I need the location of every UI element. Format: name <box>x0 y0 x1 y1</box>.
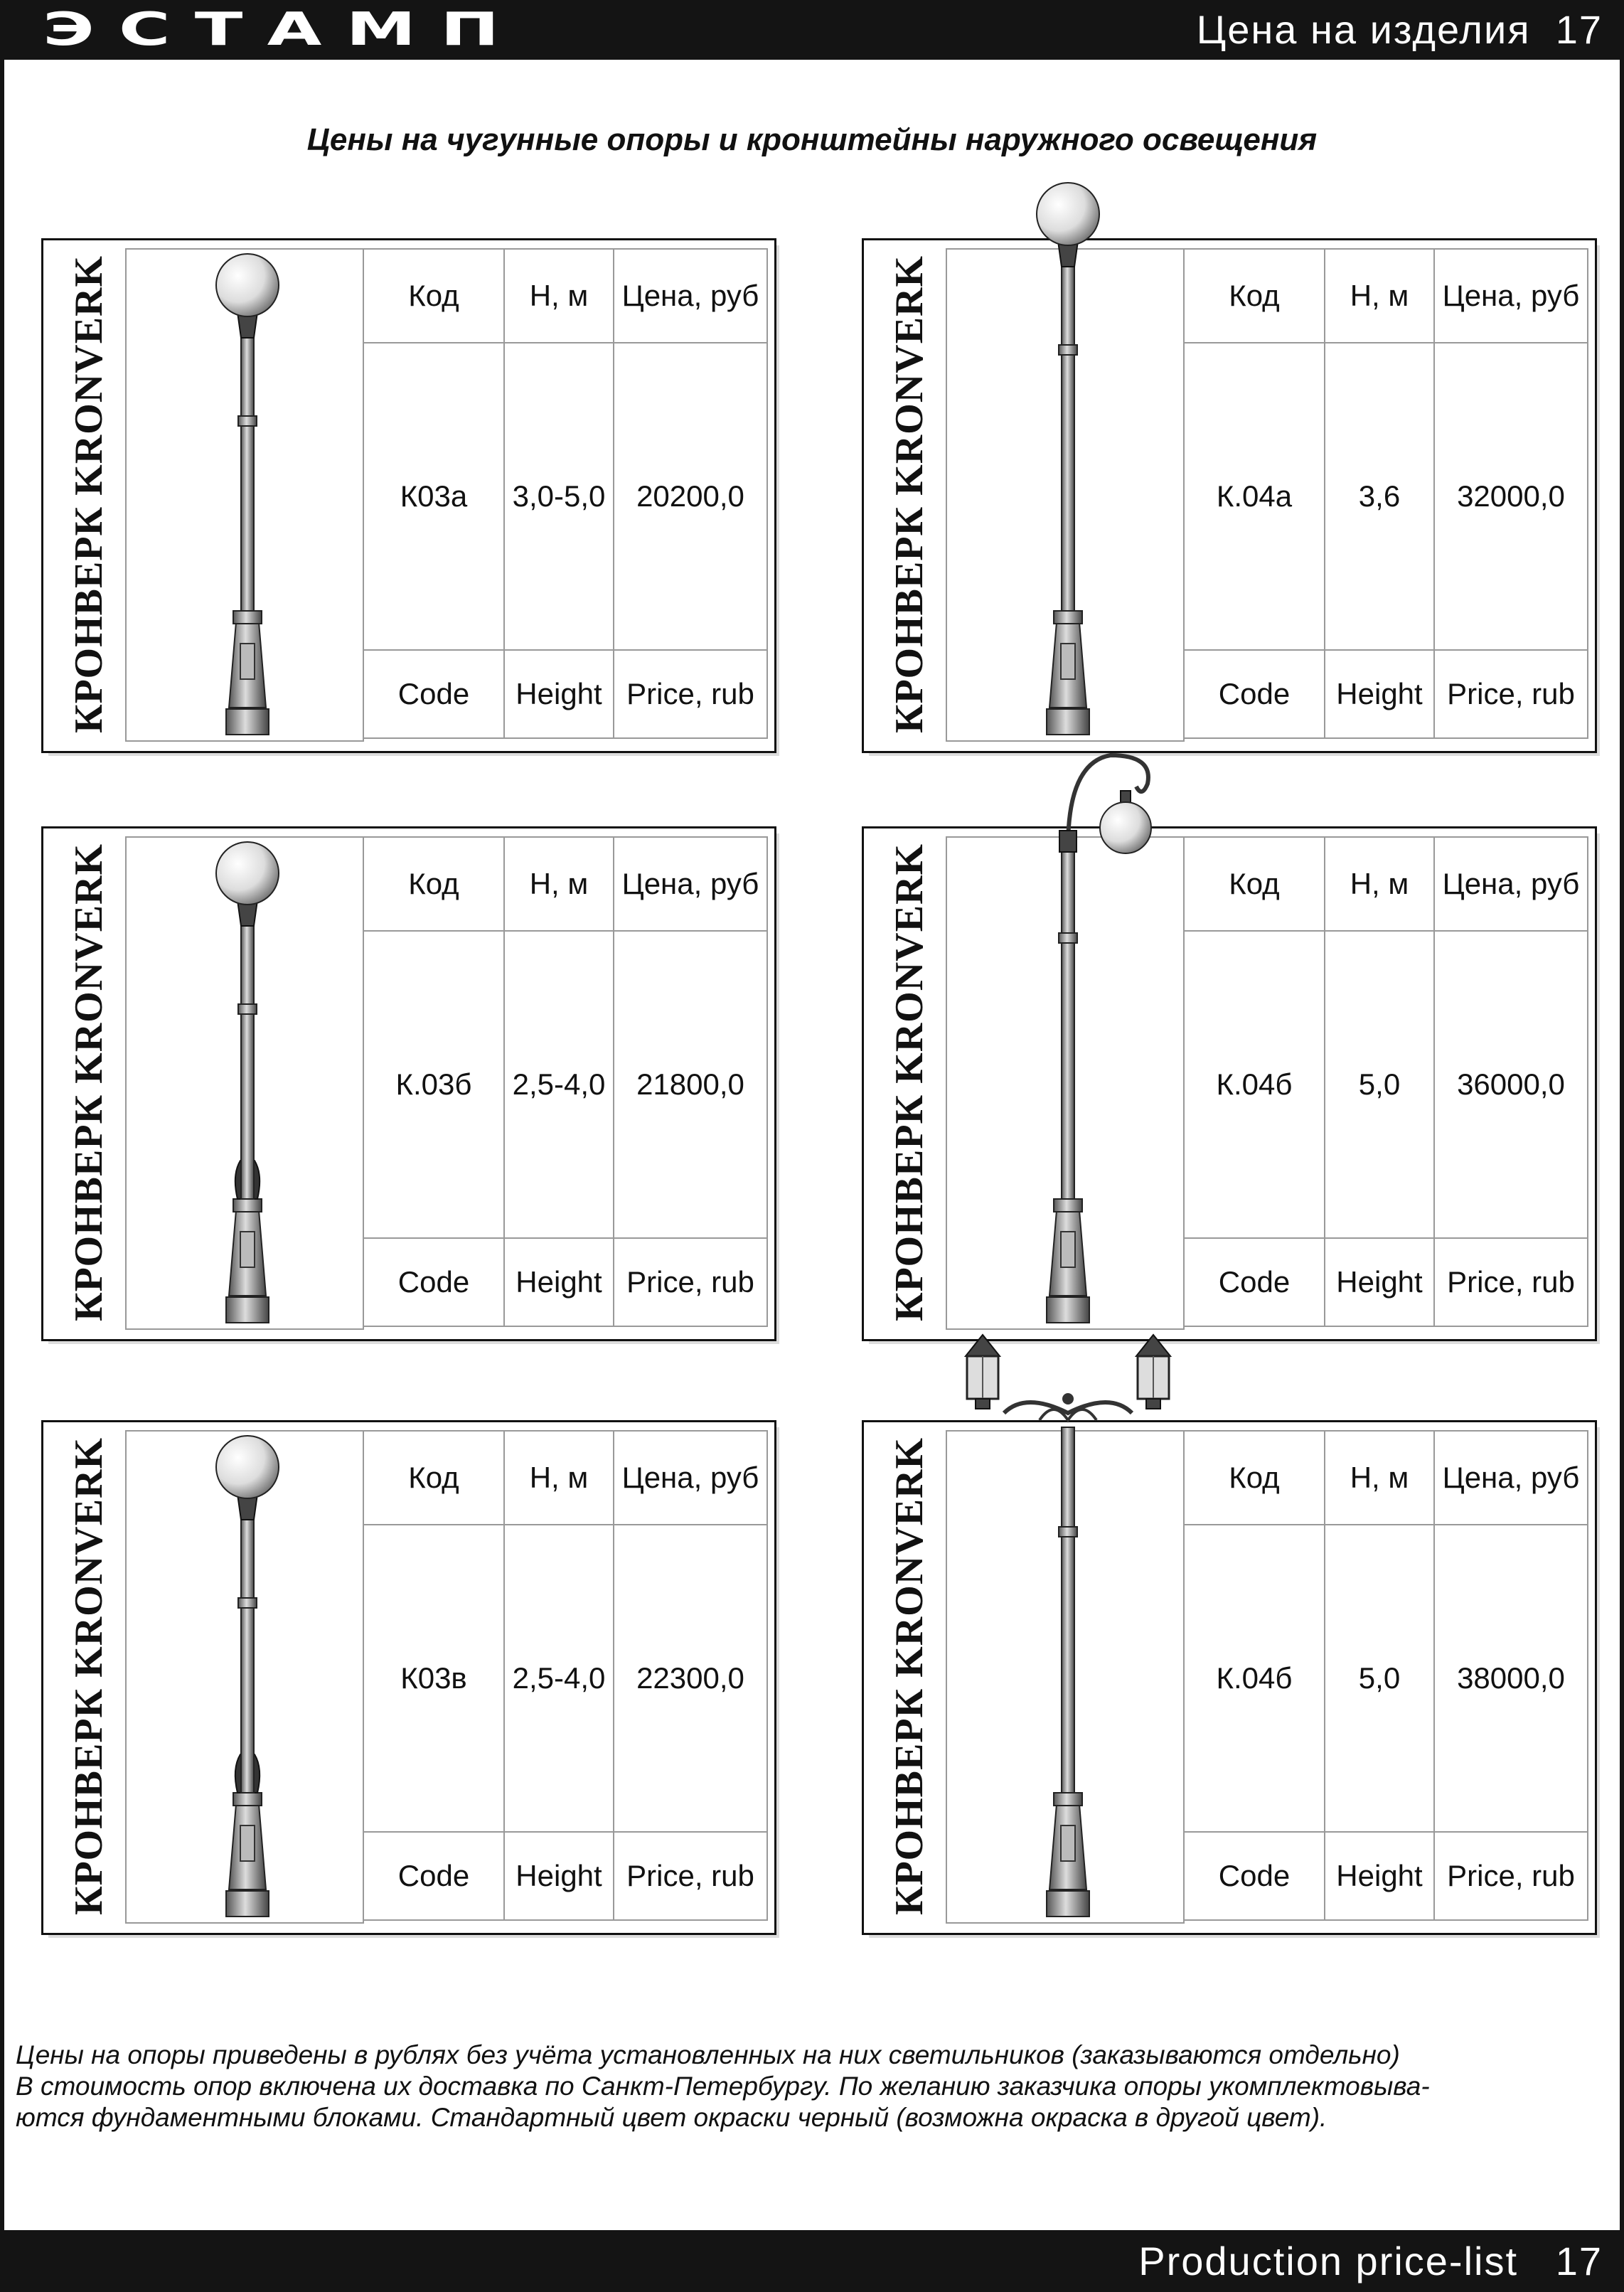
hanging-globe-lamp-icon <box>961 755 1175 1338</box>
brand-vertical-text: КРОНВЕРК KRONVERK <box>67 843 111 1321</box>
brand-vertical-label <box>50 252 128 736</box>
product-price: 32000,0 <box>1457 479 1565 513</box>
header-code: Код <box>1229 1461 1280 1494</box>
product-card <box>862 826 1597 1341</box>
product-height: 2,5-4,0 <box>512 1067 606 1101</box>
footer-code: Code <box>397 1265 470 1299</box>
price-table <box>1183 248 1588 739</box>
footer-bar <box>0 2230 1624 2292</box>
footer-title: Production price-list <box>1138 2239 1519 2283</box>
header-height: Н, м <box>1350 279 1409 312</box>
price-table <box>1183 836 1588 1327</box>
footer-price: Price, rub <box>626 1265 754 1299</box>
note-line: В стоимость опор включена их доставка по Санкт-Петербургу. По желанию заказчика опоры укомплектовыва- <box>16 2072 1430 2101</box>
brand-vertical-label <box>50 1434 128 1918</box>
product-price: 21800,0 <box>636 1067 744 1101</box>
product-height: 5,0 <box>1358 1661 1401 1695</box>
footer-price: Price, rub <box>1447 1859 1575 1892</box>
product-card <box>862 238 1597 753</box>
product-code: К.04б <box>1216 1067 1293 1101</box>
product-height: 3,0-5,0 <box>512 479 606 513</box>
globe-lamp-icon <box>141 252 354 836</box>
product-height: 2,5-4,0 <box>512 1661 606 1695</box>
header-price: Цена, руб <box>1442 867 1580 900</box>
header-price: Цена, руб <box>621 867 759 900</box>
price-table <box>1183 1430 1588 1921</box>
twin-lantern-lamp-icon <box>961 1349 1175 1932</box>
page-title: Цены на чугунные опоры и кронштейны наружного освещения <box>306 122 1318 157</box>
header-bar <box>0 0 1624 60</box>
footer-height: Height <box>515 1265 602 1299</box>
footer-price: Price, rub <box>626 1859 754 1892</box>
footer-height: Height <box>1336 1265 1423 1299</box>
header-title: Цена на изделия <box>1196 7 1531 52</box>
footer-code: Code <box>1218 1859 1291 1892</box>
brand-vertical-text: КРОНВЕРК KRONVERK <box>887 255 931 733</box>
product-code: К03в <box>400 1661 467 1695</box>
product-card <box>41 826 776 1341</box>
product-price: 38000,0 <box>1457 1661 1565 1695</box>
footer-height: Height <box>515 1859 602 1892</box>
header-height: Н, м <box>529 867 589 900</box>
header-price: Цена, руб <box>1442 279 1580 312</box>
header-price: Цена, руб <box>621 1461 759 1494</box>
left-frame <box>0 60 4 2230</box>
brand-vertical-text: КРОНВЕРК KRONVERK <box>887 843 931 1321</box>
header-title-group <box>1197 4 1603 55</box>
header-code: Код <box>408 1461 459 1494</box>
brand-logo: ЭСТАМП <box>43 4 524 56</box>
note-line: ются фундаментными блоками. Стандартный цвет окраски черный (возможна окраска в другой цвет). <box>16 2103 1327 2132</box>
product-code: К03а <box>400 479 468 513</box>
footer-height: Height <box>515 677 602 710</box>
footer-title-group <box>1138 2236 1603 2287</box>
brand-vertical-text: КРОНВЕРК KRONVERK <box>887 1437 931 1915</box>
globe-lamp-ornate-icon <box>141 841 354 1424</box>
header-code: Код <box>408 867 459 900</box>
footer-code: Code <box>397 1859 470 1892</box>
right-frame <box>1620 60 1624 2230</box>
header-height: Н, м <box>1350 867 1409 900</box>
product-card <box>862 1420 1597 1935</box>
product-code: К.03б <box>395 1067 472 1101</box>
brand-vertical-label <box>870 1434 949 1918</box>
product-code: К.04а <box>1216 479 1293 513</box>
product-card <box>41 1420 776 1935</box>
brand-vertical-text: КРОНВЕРК KRONVERK <box>67 1437 111 1915</box>
price-table <box>363 1430 768 1921</box>
brand-vertical-text: КРОНВЕРК KRONVERK <box>67 255 111 733</box>
header-price: Цена, руб <box>1442 1461 1580 1494</box>
header-height: Н, м <box>529 279 589 312</box>
globe-lamp-ornate-icon <box>141 1434 354 2018</box>
product-price: 36000,0 <box>1457 1067 1565 1101</box>
header-height: Н, м <box>529 1461 589 1494</box>
product-card <box>41 238 776 753</box>
footer-code: Code <box>397 677 470 710</box>
footer-code: Code <box>1218 1265 1291 1299</box>
footer-code: Code <box>1218 677 1291 710</box>
header-code: Код <box>1229 867 1280 900</box>
header-code: Код <box>1229 279 1280 312</box>
header-price: Цена, руб <box>621 279 759 312</box>
brand-vertical-label <box>50 841 128 1324</box>
header-page-number: 17 <box>1555 7 1603 52</box>
product-price: 22300,0 <box>636 1661 744 1695</box>
footer-height: Height <box>1336 1859 1423 1892</box>
product-height: 3,6 <box>1358 479 1401 513</box>
footer-price: Price, rub <box>1447 677 1575 710</box>
footer-price: Price, rub <box>626 677 754 710</box>
globe-lamp-tall-icon <box>961 167 1175 750</box>
price-table <box>363 836 768 1327</box>
product-code: К.04б <box>1216 1661 1293 1695</box>
brand-vertical-label <box>870 841 949 1324</box>
header-code: Код <box>408 279 459 312</box>
footer-price: Price, rub <box>1447 1265 1575 1299</box>
footer-height: Height <box>1336 677 1423 710</box>
footer-page-number: 17 <box>1555 2239 1603 2283</box>
header-height: Н, м <box>1350 1461 1409 1494</box>
product-height: 5,0 <box>1358 1067 1401 1101</box>
brand-vertical-label <box>870 252 949 736</box>
product-price: 20200,0 <box>636 479 744 513</box>
price-table <box>363 248 768 739</box>
note-line: Цены на опоры приведены в рублях без учёта установленных на них светильников (заказываются отдельно) <box>16 2040 1400 2069</box>
price-note <box>16 2040 1608 2133</box>
